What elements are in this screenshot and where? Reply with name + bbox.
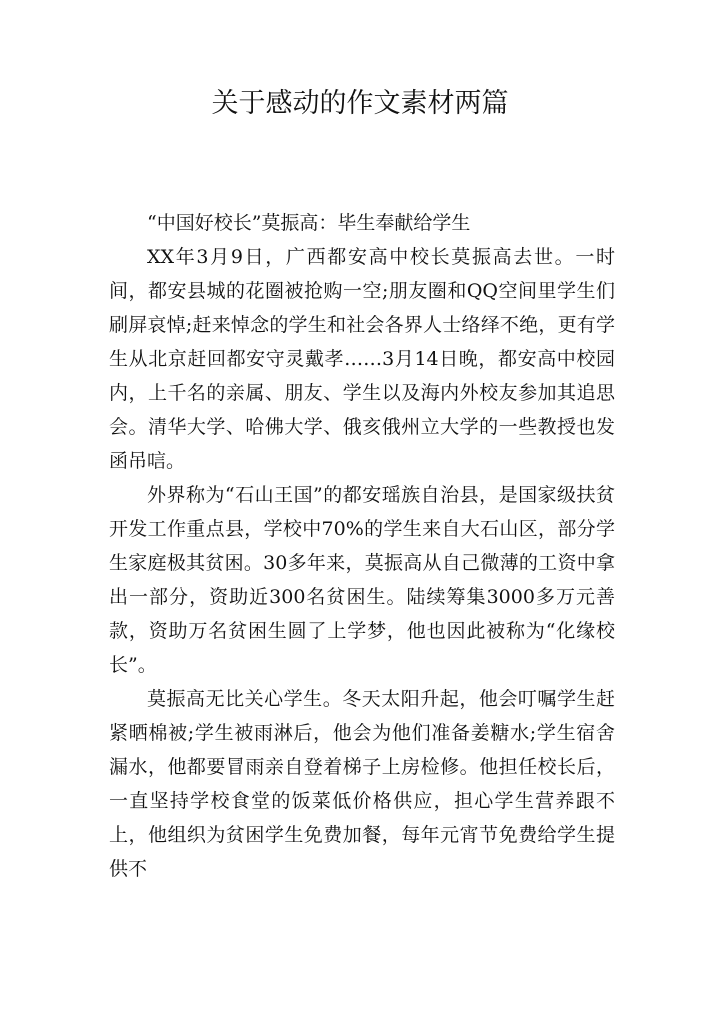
document-title: 关于感动的作文素材两篇 xyxy=(211,88,509,119)
document-body xyxy=(109,206,615,886)
paragraph-2: 外界称为“石山王国”的都安瑶族自治县，是国家级扶贫开发工作重点县，学校中70%的学生来自大石山区，部分学生家庭极其贫困。30多年来，莫振高从自己微薄的工资中拿出一部分，资助近300名贫困生。陆续筹集3000多万元善款，资助万名贫困生圆了上学梦，他也因此被称为“化缘校长”。 xyxy=(109,484,615,676)
paragraph-1: XX年3月9日，广西都安高中校长莫振高去世。一时间，都安县城的花圈被抢购一空;朋友圈和QQ空间里学生们刷屏哀悼;赶来悼念的学生和社会各界人士络绎不绝，更有学生从北京赶回都安守灵戴孝……3月14日晚，都安高中校园内，上千名的亲属、朋友、学生以及海内外校友参加其追思会。清华大学、哈佛大学、俄亥俄州立大学的一些教授也发函吊唁。 xyxy=(109,246,615,472)
section-subtitle: “中国好校长”莫振高：毕生奉献给学生 xyxy=(147,212,471,234)
paragraph-3: 莫振高无比关心学生。冬天太阳升起，他会叮嘱学生赶紧晒棉被;学生被雨淋后，他会为他们准备姜糖水;学生宿舍漏水，他都要冒雨亲自登着梯子上房检修。他担任校长后，一直坚持学校食堂的饭菜低价格供应，担心学生营养跟不上，他组织为贫困学生免费加餐，每年元宵节免费给学生提供不 xyxy=(109,688,615,880)
